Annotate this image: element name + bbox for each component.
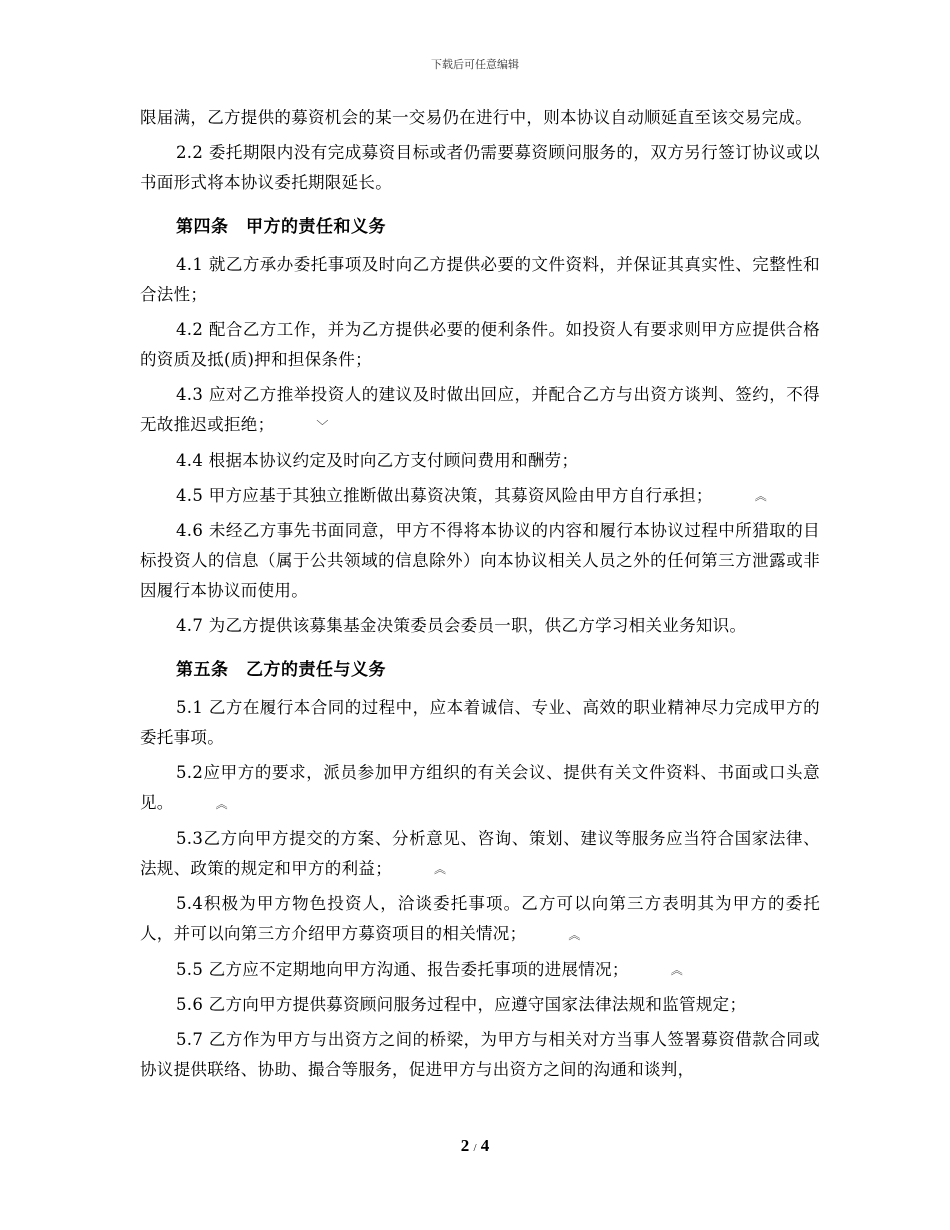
edit-mark-icon: ︽ <box>434 862 447 876</box>
paragraph-text: 4.7 为乙方提供该募集基金决策委员会委员一职，供乙方学习相关业务知识。 <box>176 616 747 635</box>
paragraph-text: 5.4积极为甲方物色投资人，洽谈委托事项。乙方可以向第三方表明其为甲方的委托人，并可以向第三方介绍甲方募资项目的相关情况； <box>140 894 820 943</box>
edit-mark-icon: ︽ <box>754 489 767 503</box>
paragraph-text: 4.4 根据本协议约定及时向乙方支付顾问费用和酬劳； <box>176 450 579 470</box>
paragraph-text: 4.3 应对乙方推举投资人的建议及时做出回应，并配合乙方与出资方谈判、签约，不得无故推迟或拒绝； <box>140 385 820 434</box>
paragraph <box>140 990 820 1020</box>
paragraph-text: 4.1 就乙方承办委托事项及时向乙方提供必要的文件资料，并保证其真实性、完整性和合法性； <box>140 255 820 304</box>
paragraph <box>140 1025 820 1085</box>
section-heading <box>140 212 820 242</box>
paragraph-text: 5.1 乙方在履行本合同的过程中，应本着诚信、专业、高效的职业精神尽力完成甲方的委托事项。 <box>140 698 820 747</box>
page-header: 下载后可任意编辑 <box>431 58 519 71</box>
paragraph <box>140 315 820 375</box>
paragraph-text: 4.2 配合乙方工作，并为乙方提供必要的便利条件。如投资人有要求则甲方应提供合格的资质及抵(质)押和担保条件； <box>140 320 820 369</box>
page-separator: / <box>473 1142 477 1154</box>
paragraph <box>140 250 820 310</box>
paragraph <box>140 955 820 986</box>
edit-mark-icon: ﹀ <box>316 418 329 433</box>
paragraph-text: 第四条 甲方的责任和义务 <box>176 217 386 237</box>
edit-mark-icon: ︽ <box>670 963 683 977</box>
paragraph <box>140 758 820 819</box>
paragraph <box>140 824 820 885</box>
paragraph-text: 5.5 乙方应不定期地向甲方沟通、报告委托事项的进展情况； <box>176 959 629 979</box>
paragraph-text: 4.5 甲方应基于其独立推断做出募资决策，其募资风险由甲方自行承担； <box>176 485 713 505</box>
paragraph-continuation <box>140 103 820 133</box>
document-body <box>140 103 820 1090</box>
total-pages: 4 <box>480 1136 490 1155</box>
current-page: 2 <box>460 1136 470 1155</box>
edit-mark-icon: ︽ <box>215 796 228 811</box>
paragraph-text: 第五条 乙方的责任与义务 <box>176 660 386 680</box>
paragraph-text: 5.2应甲方的要求，派员参加甲方组织的有关会议、提供有关文件资料、书面或口头意见。 <box>140 763 820 812</box>
paragraph-text: 5.3乙方向甲方提交的方案、分析意见、咨询、策划、建议等服务应当符合国家法律、法规、政策的规定和甲方的利益； <box>140 828 820 878</box>
paragraph-text: 5.6 乙方向甲方提供募资顾问服务过程中，应遵守国家法律法规和监管规定； <box>176 995 747 1014</box>
paragraph-text: 限届满，乙方提供的募资机会的某一交易仍在进行中，则本协议自动顺延直至该交易完成。 <box>140 108 812 127</box>
paragraph-text: 4.6 未经乙方事先书面同意，甲方不得将本协议的内容和履行本协议过程中所猎取的目标投资人的信息（属于公共领域的信息除外）向本协议相关人员之外的任何第三方泄露或非因履行本协议而使用。 <box>140 521 820 600</box>
section-heading <box>140 655 820 685</box>
page-number <box>0 1136 950 1156</box>
paragraph-text: 2.2 委托期限内没有完成募资目标或者仍需要募资顾问服务的，双方另行签订协议或以书面形式将本协议委托期限延长。 <box>140 143 820 192</box>
paragraph <box>140 380 820 441</box>
paragraph <box>140 693 820 753</box>
paragraph <box>140 481 820 512</box>
paragraph-text: 5.7 乙方作为甲方与出资方之间的桥梁，为甲方与相关对方当事人签署募资借款合同或协议提供联络、协助、撮合等服务，促进甲方与出资方之间的沟通和谈判， <box>140 1030 820 1079</box>
edit-mark-icon: ︽ <box>568 927 581 942</box>
paragraph <box>140 446 820 476</box>
paragraph <box>140 611 820 641</box>
paragraph <box>140 138 820 198</box>
paragraph <box>140 889 820 950</box>
paragraph <box>140 516 820 606</box>
